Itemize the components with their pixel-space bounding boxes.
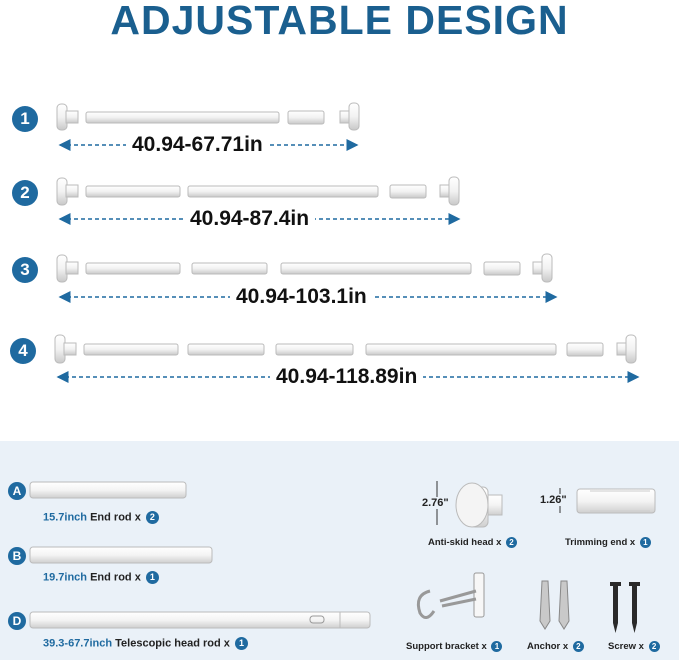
anchor-qty: 2 xyxy=(573,641,584,652)
config-2-badge: 2 xyxy=(12,180,38,206)
part-d-name: Telescopic head rod x xyxy=(115,637,230,650)
end-rod-b xyxy=(30,547,212,563)
part-b-caption xyxy=(43,571,159,584)
bracket-caption xyxy=(406,641,502,652)
anti-skid-name: Anti-skid head x xyxy=(428,537,502,549)
part-a-size: 15.7inch xyxy=(43,511,88,524)
config-2-range: 40.94-87.4in xyxy=(184,208,315,230)
part-a-caption xyxy=(43,511,159,524)
anti-skid-qty: 2 xyxy=(506,537,517,548)
trimming-qty: 1 xyxy=(640,537,651,548)
part-a-badge: A xyxy=(8,482,26,500)
part-d-size: 39.3-67.7inch xyxy=(43,637,113,650)
anchor-name: Anchor x xyxy=(527,641,569,653)
trimming-caption xyxy=(565,537,651,548)
part-b-size: 19.7inch xyxy=(43,571,88,584)
part-a-name: End rod x xyxy=(90,511,141,524)
part-b-qty: 1 xyxy=(146,571,159,584)
anti-skid-dimension: 2.76" xyxy=(422,497,449,509)
screw-caption xyxy=(608,641,660,652)
config-3-badge: 3 xyxy=(12,257,38,283)
config-4-badge: 4 xyxy=(10,338,36,364)
end-rod-a xyxy=(30,482,186,498)
anchor-caption xyxy=(527,641,584,652)
config-4-range: 40.94-118.89in xyxy=(270,366,423,388)
part-d-caption xyxy=(43,637,248,650)
page-title: ADJUSTABLE DESIGN xyxy=(110,0,569,43)
config-3-range: 40.94-103.1in xyxy=(230,286,373,308)
anchors-image xyxy=(540,581,569,629)
parts-illustration xyxy=(0,441,679,660)
trimming-end-image xyxy=(560,488,655,513)
part-b-name: End rod x xyxy=(90,571,141,584)
anti-skid-caption xyxy=(428,537,517,548)
trimming-name: Trimming end x xyxy=(565,537,636,549)
config-1-badge: 1 xyxy=(12,106,38,132)
part-b-badge: B xyxy=(8,547,26,565)
trimming-dimension: 1.26" xyxy=(540,494,567,506)
support-bracket-image xyxy=(418,573,484,618)
bracket-qty: 1 xyxy=(491,641,502,652)
telescopic-rod-d xyxy=(30,612,370,628)
part-d-qty: 1 xyxy=(235,637,248,650)
part-d-badge: D xyxy=(8,612,26,630)
bracket-name: Support bracket x xyxy=(406,641,487,653)
screws-image xyxy=(610,582,640,633)
part-a-qty: 2 xyxy=(146,511,159,524)
config-1-range: 40.94-67.71in xyxy=(126,134,269,156)
screw-qty: 2 xyxy=(649,641,660,652)
parts-panel xyxy=(0,441,679,660)
screw-name: Screw x xyxy=(608,641,644,653)
